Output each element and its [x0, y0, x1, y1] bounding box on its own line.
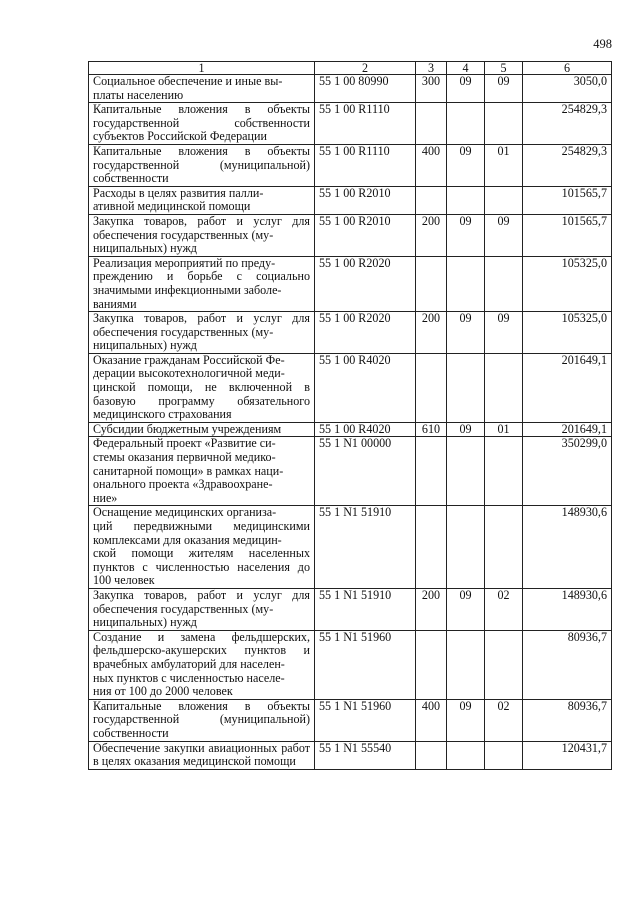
row-col3 [416, 186, 447, 214]
row-col5 [485, 103, 523, 145]
row-amount: 350299,0 [523, 437, 612, 506]
row-name: Расходы в целях развития палли- ативной медицинской помощи [89, 186, 315, 214]
row-name: Обеспечение закупки авиационных работ в целях оказания медицинской помощи [89, 741, 315, 769]
row-amount: 3050,0 [523, 75, 612, 103]
row-code: 55 1 00 R1110 [315, 103, 416, 145]
table-row [89, 422, 612, 437]
column-header: 4 [447, 62, 485, 75]
row-name: Субсидии бюджетным учреждениям [89, 422, 315, 437]
row-name: Создание и замена фельдшерских, фельдшерско-акушерских пунктов и врачебных амбулаторий для населен- ных пунктов с численностью населе- ния от 100 до 2000 человек [89, 630, 315, 699]
table-row [89, 353, 612, 422]
row-col4: 09 [447, 422, 485, 437]
table-row [89, 186, 612, 214]
row-col3: 200 [416, 312, 447, 354]
row-col4: 09 [447, 75, 485, 103]
row-name: Федеральный проект «Развитие си- стемы оказания первичной медико- санитарной помощи» в рамках наци- онального проекта «Здравоохране- ние» [89, 437, 315, 506]
row-col4 [447, 437, 485, 506]
row-col5: 09 [485, 312, 523, 354]
row-col4 [447, 256, 485, 311]
row-col5 [485, 630, 523, 699]
row-code: 55 1 N1 55540 [315, 741, 416, 769]
row-name: Закупка товаров, работ и услуг для обеспечения государственных (му- ниципальных) нужд [89, 588, 315, 630]
budget-table [88, 61, 612, 770]
table-row [89, 144, 612, 186]
row-code: 55 1 N1 00000 [315, 437, 416, 506]
row-code: 55 1 N1 51960 [315, 630, 416, 699]
header-row [89, 62, 612, 75]
row-code: 55 1 00 R4020 [315, 422, 416, 437]
row-col3 [416, 741, 447, 769]
row-col5: 02 [485, 588, 523, 630]
page-number: 498 [593, 37, 612, 51]
row-code: 55 1 N1 51910 [315, 588, 416, 630]
row-amount: 80936,7 [523, 699, 612, 741]
row-amount: 148930,6 [523, 506, 612, 589]
row-col5 [485, 256, 523, 311]
row-name: Закупка товаров, работ и услуг для обеспечения государственных (му- ниципальных) нужд [89, 214, 315, 256]
row-name: Капитальные вложения в объекты государственной (муниципальной) собственности [89, 144, 315, 186]
row-code: 55 1 00 R1110 [315, 144, 416, 186]
row-amount: 254829,3 [523, 144, 612, 186]
row-code: 55 1 00 80990 [315, 75, 416, 103]
row-col3 [416, 437, 447, 506]
row-amount: 201649,1 [523, 422, 612, 437]
row-code: 55 1 00 R2010 [315, 214, 416, 256]
row-col3: 610 [416, 422, 447, 437]
table-row [89, 699, 612, 741]
row-code: 55 1 00 R2010 [315, 186, 416, 214]
table-body [89, 75, 612, 770]
row-amount: 105325,0 [523, 256, 612, 311]
table-row [89, 588, 612, 630]
table-row [89, 741, 612, 769]
column-header: 3 [416, 62, 447, 75]
row-code: 55 1 N1 51960 [315, 699, 416, 741]
row-amount: 101565,7 [523, 186, 612, 214]
row-col5: 02 [485, 699, 523, 741]
row-col4 [447, 506, 485, 589]
table-row [89, 312, 612, 354]
row-col4 [447, 186, 485, 214]
row-amount: 80936,7 [523, 630, 612, 699]
column-header: 2 [315, 62, 416, 75]
row-col5: 01 [485, 422, 523, 437]
table-row [89, 103, 612, 145]
row-col3 [416, 256, 447, 311]
row-col4: 09 [447, 699, 485, 741]
row-col3: 400 [416, 699, 447, 741]
row-code: 55 1 00 R4020 [315, 353, 416, 422]
table-row [89, 75, 612, 103]
row-col4: 09 [447, 144, 485, 186]
row-col4 [447, 353, 485, 422]
row-col4 [447, 741, 485, 769]
row-name: Капитальные вложения в объекты государственной (муниципальной) собственности [89, 699, 315, 741]
row-amount: 254829,3 [523, 103, 612, 145]
row-col3: 300 [416, 75, 447, 103]
row-col3 [416, 353, 447, 422]
row-col5 [485, 741, 523, 769]
row-col4 [447, 103, 485, 145]
table-row [89, 630, 612, 699]
row-col3: 200 [416, 588, 447, 630]
row-col5: 01 [485, 144, 523, 186]
row-code: 55 1 N1 51910 [315, 506, 416, 589]
row-col4: 09 [447, 312, 485, 354]
row-amount: 120431,7 [523, 741, 612, 769]
table-row [89, 506, 612, 589]
row-col3 [416, 103, 447, 145]
row-col5: 09 [485, 214, 523, 256]
row-col5 [485, 186, 523, 214]
row-code: 55 1 00 R2020 [315, 256, 416, 311]
row-name: Оказание гражданам Российской Фе- дерации высокотехнологичной меди- цинской помощи, не включенной в базовую программу обязательного медицинского страхования [89, 353, 315, 422]
row-amount: 148930,6 [523, 588, 612, 630]
column-header: 5 [485, 62, 523, 75]
column-header: 6 [523, 62, 612, 75]
row-col5 [485, 437, 523, 506]
table-row [89, 437, 612, 506]
row-amount: 201649,1 [523, 353, 612, 422]
row-col5: 09 [485, 75, 523, 103]
row-code: 55 1 00 R2020 [315, 312, 416, 354]
row-name: Социальное обеспечение и иные вы- платы населению [89, 75, 315, 103]
row-col4: 09 [447, 588, 485, 630]
row-name: Оснащение медицинских организа- ций передвижными медицинскими комплексами для оказания медицин- ской помощи жителям населенных пунктов с численностью населения до 100 человек [89, 506, 315, 589]
table-row [89, 214, 612, 256]
table-row [89, 256, 612, 311]
column-header: 1 [89, 62, 315, 75]
row-name: Закупка товаров, работ и услуг для обеспечения государственных (му- ниципальных) нужд [89, 312, 315, 354]
row-name: Капитальные вложения в объекты государственной собственности субъектов Российской Федерации [89, 103, 315, 145]
row-amount: 105325,0 [523, 312, 612, 354]
row-col5 [485, 506, 523, 589]
row-col4 [447, 630, 485, 699]
row-col3: 200 [416, 214, 447, 256]
row-col3: 400 [416, 144, 447, 186]
row-col3 [416, 506, 447, 589]
row-col3 [416, 630, 447, 699]
row-amount: 101565,7 [523, 214, 612, 256]
row-col5 [485, 353, 523, 422]
row-col4: 09 [447, 214, 485, 256]
row-name: Реализация мероприятий по преду- преждению и борьбе с социально значимыми инфекционными заболе- ваниями [89, 256, 315, 311]
